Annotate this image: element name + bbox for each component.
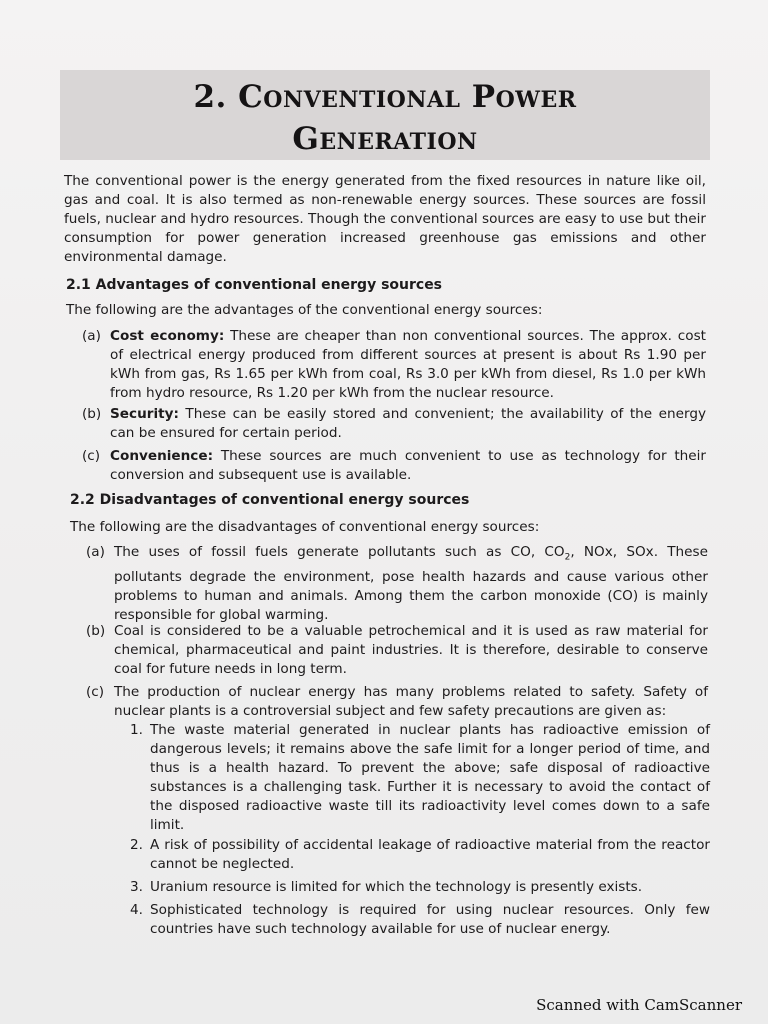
subitem-number: 4.: [130, 902, 143, 918]
advantage-item-b: [82, 405, 706, 443]
subitem-text: Uranium resource is limited for which the technology is presently exists.: [150, 879, 643, 895]
item-text: These sources are much convenient to use as technology for their conversion and subsequent use is available.: [110, 448, 706, 483]
item-label: (b): [82, 406, 102, 422]
advantage-item-c: [82, 447, 706, 485]
item-text: These are cheaper than non conventional sources. The approx. cost of electrical energy produced from different sources at present is about Rs 1.90 per kWh from gas, Rs 1.65 per kWh from coal, Rs 3.0 per kWh from diesel, Rs 1.0 per kWh from hydro resource, Rs 1.20 per kWh from the nuclear resource.: [110, 328, 706, 401]
item-label: (b): [86, 623, 106, 639]
item-text: Coal is considered to be a valuable petrochemical and it is used as raw material for chemical, pharmaceutical and paint industries. It is therefore, desirable to conserve coal for future needs in long term.: [114, 623, 708, 677]
safety-subitem-4: [130, 901, 710, 939]
co2-subscript: 2: [564, 552, 571, 563]
safety-subitem-1: [130, 721, 710, 835]
subitem-text: The waste material generated in nuclear plants has radioactive emission of dangerous levels; it remains above the safe limit for a longer period of time, and thus is a health hazard. To prevent the above; safe disposal of radioactive substances is a challenging task. Further it is necessary to avoid the contact of the disposed radioactive waste till its radioactivity level comes down to a safe limit.: [150, 722, 710, 833]
subitem-number: 1.: [130, 722, 143, 738]
section-heading-disadvantages: 2.2 Disadvantages of conventional energy sources: [70, 492, 470, 508]
item-text-before: The uses of fossil fuels generate pollutants such as CO, CO: [114, 544, 565, 560]
item-term: Convenience:: [110, 448, 214, 464]
subitem-number: 3.: [130, 879, 143, 895]
item-text-after: , NOx, SOx. These pollutants degrade the environment, pose health hazards and cause various other problems to human and animals. Among them the carbon monoxide (CO) is mainly responsible for global warming.: [114, 544, 708, 623]
item-label: (c): [86, 684, 105, 700]
item-text: The production of nuclear energy has many problems related to safety. Safety of nuclear plants is a controversial subject and few safety precautions are given as:: [114, 684, 708, 719]
chapter-title-line-1: 2. Conventional Power: [193, 79, 577, 115]
item-label: (c): [82, 448, 101, 464]
subitem-text: A risk of possibility of accidental leakage of radioactive material from the reactor cannot be neglected.: [150, 837, 710, 872]
safety-subitem-3: [130, 878, 710, 897]
subitem-text: Sophisticated technology is required for using nuclear resources. Only few countries have such technology available for use of nuclear energy.: [150, 902, 710, 937]
chapter-title-box: [60, 70, 710, 160]
item-term: Cost economy:: [110, 328, 225, 344]
scanner-watermark: Scanned with CamScanner: [536, 996, 742, 1014]
item-label: (a): [82, 328, 101, 344]
disadvantage-item-b: [86, 622, 708, 679]
chapter-title-line-2: Generation: [292, 121, 478, 157]
subitem-number: 2.: [130, 837, 143, 853]
intro-paragraph: The conventional power is the energy generated from the fixed resources in nature like oil, gas and coal. It is also termed as non-renewable energy sources. These sources are fossil fuels, nuclear and hydro resources. Though the conventional sources are easy to use but their consumption for power generation increased greenhouse gas emissions and other environmental damage.: [64, 173, 706, 265]
section-heading-advantages: 2.1 Advantages of conventional energy sources: [66, 277, 443, 293]
disadvantage-item-c: [86, 683, 708, 721]
disadvantage-item-a: [86, 543, 708, 625]
disadvantages-intro: The following are the disadvantages of conventional energy sources:: [70, 519, 540, 535]
item-term: Security:: [110, 406, 179, 422]
safety-subitem-2: [130, 836, 710, 874]
item-text: These can be easily stored and convenient; the availability of the energy can be ensured for certain period.: [110, 406, 706, 441]
advantages-intro: The following are the advantages of the conventional energy sources:: [66, 302, 543, 318]
item-label: (a): [86, 544, 105, 560]
advantage-item-a: [82, 327, 706, 403]
